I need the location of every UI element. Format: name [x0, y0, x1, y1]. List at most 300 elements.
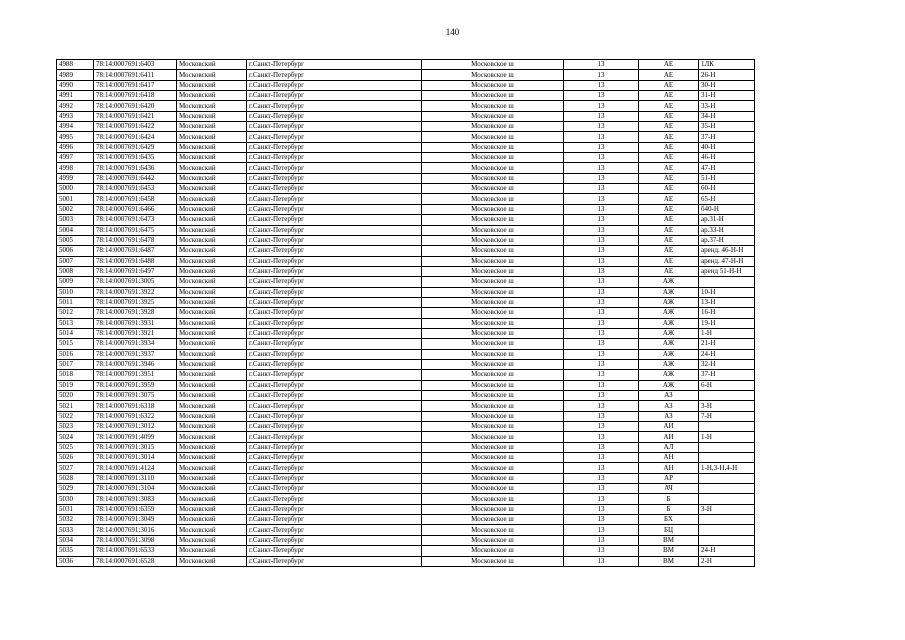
street-cell: Московское ш [422, 184, 564, 194]
premises-cell: 10-Н [699, 287, 755, 297]
city-cell: г.Санкт-Петербург [247, 463, 422, 473]
street-cell: Московское ш [422, 70, 564, 80]
house-number: 13 [564, 504, 639, 514]
city-cell: г.Санкт-Петербург [247, 142, 422, 152]
district-cell: Московский [177, 318, 247, 328]
letter-cell: АЕ [639, 70, 699, 80]
premises-cell: 24-Н [699, 546, 755, 556]
row-number: 5007 [57, 256, 94, 266]
district-cell: Московский [177, 277, 247, 287]
street-cell: Московское ш [422, 111, 564, 121]
table-row [57, 370, 755, 380]
table-row [57, 246, 755, 256]
street-cell: Московское ш [422, 91, 564, 101]
district-cell: Московский [177, 297, 247, 307]
cadastral-number: 78:14:0007691:3016 [94, 525, 177, 535]
district-cell: Московский [177, 163, 247, 173]
row-number: 5011 [57, 297, 94, 307]
letter-cell: АЖ [639, 349, 699, 359]
street-cell: Московское ш [422, 225, 564, 235]
cadastral-number: 78:14:0007691:6421 [94, 111, 177, 121]
cadastral-number: 78:14:0007691:3946 [94, 359, 177, 369]
cadastral-number: 78:14:0007691:4124 [94, 463, 177, 473]
district-cell: Московский [177, 91, 247, 101]
letter-cell: АЕ [639, 184, 699, 194]
district-cell: Московский [177, 391, 247, 401]
letter-cell: АЖ [639, 308, 699, 318]
row-number: 4998 [57, 163, 94, 173]
district-cell: Московский [177, 432, 247, 442]
table-row [57, 142, 755, 152]
house-number: 13 [564, 80, 639, 90]
district-cell: Московский [177, 246, 247, 256]
letter-cell: АН [639, 463, 699, 473]
row-number: 5015 [57, 339, 94, 349]
table-row [57, 132, 755, 142]
cadastral-number: 78:14:0007691:3104 [94, 484, 177, 494]
premises-cell: 1-Н,3-Н,4-Н [699, 463, 755, 473]
house-number: 13 [564, 122, 639, 132]
letter-cell: ВМ [639, 546, 699, 556]
premises-cell: 2-Н [699, 556, 755, 566]
table-row [57, 411, 755, 421]
city-cell: г.Санкт-Петербург [247, 401, 422, 411]
street-cell: Московское ш [422, 380, 564, 390]
city-cell: г.Санкт-Петербург [247, 525, 422, 535]
table-row [57, 184, 755, 194]
street-cell: Московское ш [422, 328, 564, 338]
cadastral-number: 78:14:0007691:6420 [94, 101, 177, 111]
premises-cell: аренд. 46-Н-Н [699, 246, 755, 256]
street-cell: Московское ш [422, 287, 564, 297]
premises-cell: ар.33-Н [699, 225, 755, 235]
city-cell: г.Санкт-Петербург [247, 80, 422, 90]
premises-cell: 60-Н [699, 184, 755, 194]
row-number: 5029 [57, 484, 94, 494]
cadastral-number: 78:14:0007691:3951 [94, 370, 177, 380]
letter-cell: АЕ [639, 142, 699, 152]
premises-cell: аренд 51-Н-Н [699, 266, 755, 276]
cadastral-number: 78:14:0007691:3934 [94, 339, 177, 349]
street-cell: Московское ш [422, 153, 564, 163]
table-row [57, 235, 755, 245]
letter-cell: БХ [639, 515, 699, 525]
cadastral-number: 78:14:0007691:6318 [94, 401, 177, 411]
city-cell: г.Санкт-Петербург [247, 422, 422, 432]
cadastral-number: 78:14:0007691:6417 [94, 80, 177, 90]
house-number: 13 [564, 70, 639, 80]
table-row [57, 556, 755, 566]
row-number: 5000 [57, 184, 94, 194]
district-cell: Московский [177, 80, 247, 90]
letter-cell: АЕ [639, 266, 699, 276]
city-cell: г.Санкт-Петербург [247, 411, 422, 421]
city-cell: г.Санкт-Петербург [247, 70, 422, 80]
street-cell: Московское ш [422, 473, 564, 483]
cadastral-number: 78:14:0007691:6487 [94, 246, 177, 256]
district-cell: Московский [177, 308, 247, 318]
row-number: 4990 [57, 80, 94, 90]
row-number: 4991 [57, 91, 94, 101]
house-number: 13 [564, 308, 639, 318]
cadastral-number: 78:14:0007691:3921 [94, 328, 177, 338]
table-row [57, 80, 755, 90]
city-cell: г.Санкт-Петербург [247, 60, 422, 70]
row-number: 4996 [57, 142, 94, 152]
street-cell: Московское ш [422, 122, 564, 132]
city-cell: г.Санкт-Петербург [247, 194, 422, 204]
premises-cell: 3-Н [699, 401, 755, 411]
district-cell: Московский [177, 122, 247, 132]
table-row [57, 277, 755, 287]
premises-cell: 1-Н [699, 432, 755, 442]
premises-cell [699, 453, 755, 463]
street-cell: Московское ш [422, 453, 564, 463]
premises-cell [699, 277, 755, 287]
cadastral-number: 78:14:0007691:3005 [94, 277, 177, 287]
city-cell: г.Санкт-Петербург [247, 370, 422, 380]
row-number: 5017 [57, 359, 94, 369]
district-cell: Московский [177, 484, 247, 494]
cadastral-number: 78:14:0007691:3931 [94, 318, 177, 328]
row-number: 5002 [57, 204, 94, 214]
street-cell: Московское ш [422, 173, 564, 183]
letter-cell: АЖ [639, 297, 699, 307]
premises-cell: 13-Н [699, 297, 755, 307]
table-row [57, 122, 755, 132]
premises-cell: 30-Н [699, 80, 755, 90]
house-number: 13 [564, 432, 639, 442]
cadastral-number: 78:14:0007691:6422 [94, 122, 177, 132]
house-number: 13 [564, 525, 639, 535]
district-cell: Московский [177, 504, 247, 514]
city-cell: г.Санкт-Петербург [247, 442, 422, 452]
city-cell: г.Санкт-Петербург [247, 204, 422, 214]
district-cell: Московский [177, 184, 247, 194]
table-row [57, 484, 755, 494]
cadastral-number: 78:14:0007691:3098 [94, 535, 177, 545]
district-cell: Московский [177, 225, 247, 235]
cadastral-number: 78:14:0007691:6497 [94, 266, 177, 276]
cadastral-number: 78:14:0007691:6466 [94, 204, 177, 214]
table-row [57, 194, 755, 204]
row-number: 4997 [57, 153, 94, 163]
premises-cell: ар.37-Н [699, 235, 755, 245]
city-cell: г.Санкт-Петербург [247, 515, 422, 525]
letter-cell: АЕ [639, 246, 699, 256]
street-cell: Московское ш [422, 349, 564, 359]
premises-cell [699, 535, 755, 545]
house-number: 13 [564, 235, 639, 245]
premises-cell: 37-Н [699, 132, 755, 142]
cadastral-number: 78:14:0007691:6435 [94, 153, 177, 163]
city-cell: г.Санкт-Петербург [247, 473, 422, 483]
letter-cell: АЕ [639, 204, 699, 214]
house-number: 13 [564, 328, 639, 338]
street-cell: Московское ш [422, 204, 564, 214]
city-cell: г.Санкт-Петербург [247, 359, 422, 369]
row-number: 5032 [57, 515, 94, 525]
letter-cell: АЖ [639, 318, 699, 328]
cadastral-number: 78:14:0007691:6533 [94, 546, 177, 556]
cadastral-number: 78:14:0007691:3015 [94, 442, 177, 452]
cadastral-number: 78:14:0007691:3014 [94, 453, 177, 463]
city-cell: г.Санкт-Петербург [247, 453, 422, 463]
city-cell: г.Санкт-Петербург [247, 132, 422, 142]
cadastral-number: 78:14:0007691:6411 [94, 70, 177, 80]
premises-cell [699, 473, 755, 483]
table-row [57, 535, 755, 545]
table-row [57, 287, 755, 297]
premises-cell: 51-Н [699, 173, 755, 183]
letter-cell: АЕ [639, 91, 699, 101]
house-number: 13 [564, 215, 639, 225]
premises-cell: 7-Н [699, 411, 755, 421]
row-number: 5025 [57, 442, 94, 452]
house-number: 13 [564, 132, 639, 142]
city-cell: г.Санкт-Петербург [247, 277, 422, 287]
house-number: 13 [564, 91, 639, 101]
street-cell: Московское ш [422, 484, 564, 494]
letter-cell: АЕ [639, 256, 699, 266]
city-cell: г.Санкт-Петербург [247, 287, 422, 297]
house-number: 13 [564, 535, 639, 545]
district-cell: Московский [177, 401, 247, 411]
district-cell: Московский [177, 546, 247, 556]
row-number: 5024 [57, 432, 94, 442]
letter-cell: АЕ [639, 122, 699, 132]
letter-cell: ВМ [639, 535, 699, 545]
house-number: 13 [564, 60, 639, 70]
street-cell: Московское ш [422, 556, 564, 566]
table-row [57, 60, 755, 70]
district-cell: Московский [177, 339, 247, 349]
row-number: 4989 [57, 70, 94, 80]
house-number: 13 [564, 422, 639, 432]
city-cell: г.Санкт-Петербург [247, 432, 422, 442]
row-number: 5019 [57, 380, 94, 390]
letter-cell: АЗ [639, 411, 699, 421]
letter-cell: АЗ [639, 391, 699, 401]
cadastral-number: 78:14:0007691:3959 [94, 380, 177, 390]
cadastral-number: 78:14:0007691:6473 [94, 215, 177, 225]
city-cell: г.Санкт-Петербург [247, 484, 422, 494]
city-cell: г.Санкт-Петербург [247, 494, 422, 504]
street-cell: Московское ш [422, 80, 564, 90]
row-number: 4995 [57, 132, 94, 142]
city-cell: г.Санкт-Петербург [247, 535, 422, 545]
street-cell: Московское ш [422, 297, 564, 307]
premises-cell: 6-Н [699, 380, 755, 390]
row-number: 5014 [57, 328, 94, 338]
letter-cell: АЖ [639, 277, 699, 287]
district-cell: Московский [177, 173, 247, 183]
city-cell: г.Санкт-Петербург [247, 504, 422, 514]
street-cell: Московское ш [422, 266, 564, 276]
city-cell: г.Санкт-Петербург [247, 266, 422, 276]
city-cell: г.Санкт-Петербург [247, 308, 422, 318]
city-cell: г.Санкт-Петербург [247, 256, 422, 266]
street-cell: Московское ш [422, 277, 564, 287]
premises-cell [699, 484, 755, 494]
street-cell: Московское ш [422, 463, 564, 473]
letter-cell: Б [639, 494, 699, 504]
premises-cell [699, 442, 755, 452]
table-row [57, 442, 755, 452]
premises-cell: 24-Н [699, 349, 755, 359]
street-cell: Московское ш [422, 246, 564, 256]
premises-cell: 31-Н [699, 91, 755, 101]
district-cell: Московский [177, 70, 247, 80]
district-cell: Московский [177, 266, 247, 276]
page-number: 140 [445, 27, 460, 37]
house-number: 13 [564, 111, 639, 121]
district-cell: Московский [177, 556, 247, 566]
letter-cell: АЕ [639, 225, 699, 235]
city-cell: г.Санкт-Петербург [247, 184, 422, 194]
district-cell: Московский [177, 494, 247, 504]
table-row [57, 297, 755, 307]
district-cell: Московский [177, 142, 247, 152]
house-number: 13 [564, 287, 639, 297]
street-cell: Московское ш [422, 504, 564, 514]
cadastral-number: 78:14:0007691:6436 [94, 163, 177, 173]
street-cell: Московское ш [422, 60, 564, 70]
letter-cell: АЕ [639, 215, 699, 225]
house-number: 13 [564, 453, 639, 463]
cadastral-number: 78:14:0007691:3075 [94, 391, 177, 401]
letter-cell: АЕ [639, 101, 699, 111]
street-cell: Московское ш [422, 132, 564, 142]
table-row [57, 318, 755, 328]
letter-cell: АЕ [639, 132, 699, 142]
street-cell: Московское ш [422, 318, 564, 328]
premises-cell [699, 422, 755, 432]
table-row [57, 70, 755, 80]
table-row [57, 163, 755, 173]
house-number: 13 [564, 163, 639, 173]
row-number: 5010 [57, 287, 94, 297]
city-cell: г.Санкт-Петербург [247, 153, 422, 163]
house-number: 13 [564, 339, 639, 349]
house-number: 13 [564, 256, 639, 266]
house-number: 13 [564, 277, 639, 287]
row-number: 5035 [57, 546, 94, 556]
district-cell: Московский [177, 380, 247, 390]
letter-cell: Б [639, 504, 699, 514]
street-cell: Московское ш [422, 215, 564, 225]
city-cell: г.Санкт-Петербург [247, 91, 422, 101]
letter-cell: АЖ [639, 328, 699, 338]
street-cell: Московское ш [422, 256, 564, 266]
city-cell: г.Санкт-Петербург [247, 215, 422, 225]
table-row [57, 256, 755, 266]
table-row [57, 525, 755, 535]
row-number: 5001 [57, 194, 94, 204]
premises-cell: аренд. 47-Н-Н [699, 256, 755, 266]
letter-cell: АЛ [639, 442, 699, 452]
street-cell: Московское ш [422, 546, 564, 556]
house-number: 13 [564, 370, 639, 380]
premises-cell: 3-Н [699, 504, 755, 514]
premises-cell: 40-Н [699, 142, 755, 152]
district-cell: Московский [177, 60, 247, 70]
street-cell: Московское ш [422, 422, 564, 432]
premises-cell: 19-Н [699, 318, 755, 328]
row-number: 5033 [57, 525, 94, 535]
table-row [57, 453, 755, 463]
letter-cell: АИ [639, 432, 699, 442]
table-row [57, 422, 755, 432]
cadastral-number: 78:14:0007691:6475 [94, 225, 177, 235]
row-number: 5006 [57, 246, 94, 256]
table-row [57, 266, 755, 276]
city-cell: г.Санкт-Петербург [247, 391, 422, 401]
house-number: 13 [564, 204, 639, 214]
premises-cell: 32-Н [699, 359, 755, 369]
premises-cell: 33-Н [699, 101, 755, 111]
cadastral-number: 78:14:0007691:3925 [94, 297, 177, 307]
district-cell: Московский [177, 422, 247, 432]
house-number: 13 [564, 184, 639, 194]
cadastral-number: 78:14:0007691:6403 [94, 60, 177, 70]
premises-cell: б40-Н [699, 204, 755, 214]
table-row [57, 173, 755, 183]
house-number: 13 [564, 463, 639, 473]
house-number: 13 [564, 101, 639, 111]
cadastral-number: 78:14:0007691:3012 [94, 422, 177, 432]
premises-cell [699, 494, 755, 504]
district-cell: Московский [177, 442, 247, 452]
house-number: 13 [564, 546, 639, 556]
cadastral-number: 78:14:0007691:6453 [94, 184, 177, 194]
premises-cell: ар.31-Н [699, 215, 755, 225]
street-cell: Московское ш [422, 432, 564, 442]
row-number: 5018 [57, 370, 94, 380]
row-number: 5022 [57, 411, 94, 421]
house-number: 13 [564, 391, 639, 401]
cadastral-number: 78:14:0007691:3937 [94, 349, 177, 359]
house-number: 13 [564, 515, 639, 525]
house-number: 13 [564, 142, 639, 152]
table-row [57, 494, 755, 504]
house-number: 13 [564, 246, 639, 256]
letter-cell: АЕ [639, 235, 699, 245]
premises-cell: 47-Н [699, 163, 755, 173]
cadastral-number: 78:14:0007691:6424 [94, 132, 177, 142]
city-cell: г.Санкт-Петербург [247, 246, 422, 256]
table-row [57, 546, 755, 556]
house-number: 13 [564, 380, 639, 390]
city-cell: г.Санкт-Петербург [247, 235, 422, 245]
table-row [57, 308, 755, 318]
street-cell: Московское ш [422, 370, 564, 380]
table-row [57, 380, 755, 390]
letter-cell: АЕ [639, 111, 699, 121]
row-number: 5028 [57, 473, 94, 483]
cadastral-number: 78:14:0007691:3928 [94, 308, 177, 318]
city-cell: г.Санкт-Петербург [247, 111, 422, 121]
row-number: 5005 [57, 235, 94, 245]
row-number: 5003 [57, 215, 94, 225]
district-cell: Московский [177, 411, 247, 421]
district-cell: Московский [177, 328, 247, 338]
letter-cell: АЖ [639, 370, 699, 380]
house-number: 13 [564, 297, 639, 307]
house-number: 13 [564, 266, 639, 276]
row-number: 5036 [57, 556, 94, 566]
street-cell: Московское ш [422, 194, 564, 204]
